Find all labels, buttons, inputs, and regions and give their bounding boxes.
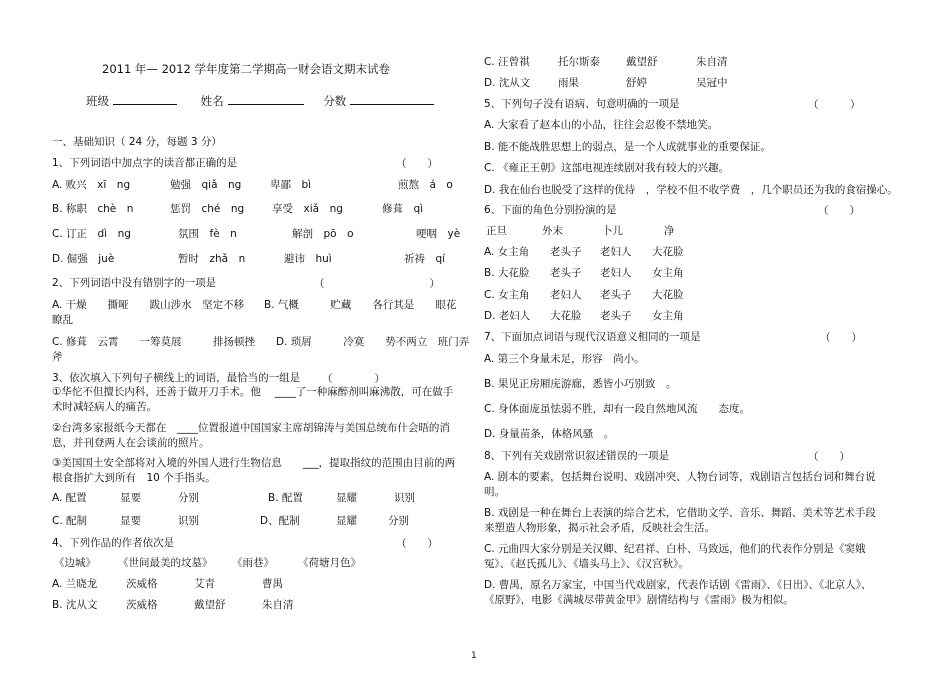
q6-option-d-role2: 大花脸 [550, 310, 582, 322]
q1-answer-paren: （ ） [396, 158, 438, 170]
q5-option-b: B. 能不能战胜思想上的弱点，是一个人成就事业的重要保证。 [484, 141, 771, 153]
student-info-line [86, 92, 434, 108]
q5-stem: 5、下列句子没有语病、句意明确的一项是 [484, 98, 680, 110]
q7-answer-paren: （ ） [820, 332, 862, 344]
page-number: 1 [471, 651, 477, 661]
score-blank [350, 92, 434, 105]
q4-stem: 4、下列作品的作者依次是 [52, 537, 175, 549]
q1-option-c: C. 订正 dì ng [52, 228, 131, 240]
q5-option-c: C. 《雍正王朝》这部电视连续剧对我有较大的兴趣。 [484, 162, 730, 174]
q6-role-1: 正旦 [486, 225, 507, 237]
q6-role-4: 净 [664, 225, 675, 237]
q4-option-c-author3: 戴望舒 [626, 56, 658, 68]
q4-option-d-author4: 吴冠中 [696, 77, 728, 89]
q4-option-c-author2: 托尔斯泰 [558, 56, 600, 68]
q1-stem: 1、下列词语中加点字的读音都正确的是 [52, 157, 238, 169]
q1-option-b-word3: 享受 xiǎ ng [272, 203, 343, 215]
q5-option-d: D. 我在仙台也脱受了这样的优待 ，学校不但不收学费 ，几个职员还为我的食宿操心。 [484, 184, 898, 196]
q3-option-b: B. 配置 [268, 492, 303, 504]
q4-answer-paren: （ ） [396, 538, 438, 550]
q4-option-a-author2: 茨威格 [126, 578, 158, 590]
section-heading: 一、基础知识（ 24 分，每题 3 分） [52, 136, 222, 148]
q3-stem: 3、依次填入下列句子横线上的词语，最恰当的一组是 [52, 372, 301, 384]
q1-option-d-word4: 祈祷 qí [404, 253, 446, 265]
q6-option-d-role3: 老头子 [600, 310, 632, 322]
q2-option-b: B. 气概 贮藏 各行其是 眼花 [264, 299, 457, 311]
q3-option-a-word2: 显要 [120, 492, 141, 504]
q1-option-a-word4: 煎熬 á o [398, 179, 453, 191]
q3-option-d-word2: 显耀 [336, 515, 357, 527]
q6-role-2: 外末 [542, 225, 563, 237]
q6-option-b: B. 大花脸 [484, 267, 530, 279]
q2-option-c-d: C. 修葺 云霄 一筹莫展 排扬顿挫 D. 琐屑 冷寞 势不两立 班门弄 [52, 336, 470, 348]
q5-answer-paren: （ ） [808, 99, 861, 111]
q6-answer-paren: （ ） [818, 205, 860, 217]
q6-option-d: D. 老妇人 [484, 310, 531, 322]
q6-role-3: 卜儿 [602, 225, 623, 237]
q6-option-a-role4: 大花脸 [652, 246, 684, 258]
q4-option-d-author3: 舒婷 [626, 77, 647, 89]
q3-sentence-2: ②台湾多家报纸今天都在 ____位置报道中国国家主席胡锦涛与美国总统布什会晤的消息，并刊登两人在会谈前的照片。 [52, 422, 450, 449]
q3-option-d: D、配制 [260, 515, 300, 527]
class-blank [113, 92, 177, 105]
q3-option-c-word2: 显要 [120, 515, 141, 527]
q1-option-b: B. 称职 chè n [52, 203, 134, 215]
score-label: 分数 [323, 94, 347, 108]
q1-option-a-word2: 勉强 qiǎ ng [170, 179, 242, 191]
q4-option-d: D. 沈从文 [484, 77, 531, 89]
q3-option-b-word3: 识别 [394, 492, 415, 504]
q4-option-b: B. 沈从文 [52, 599, 98, 611]
q3-option-c: C. 配制 [52, 515, 88, 527]
q2-option-a-cont: 瞭乱 [52, 314, 73, 326]
q7-stem: 7、下面加点词语与现代汉语意义相同的一项是 [484, 331, 701, 343]
q3-option-d-word3: 分别 [388, 515, 409, 527]
q2-option-a: A. 干燥 撕哑 跋山涉水 坚定不移 [52, 299, 245, 311]
q1-option-d: D. 倔强 juè [52, 253, 115, 265]
q6-option-c: C. 女主角 [484, 289, 530, 301]
q1-option-a: A. 败兴 xī ng [52, 179, 131, 191]
q7-option-c: C. 身体面庞虽怯弱不胜，却有一段自然地风流 态度。 [484, 403, 751, 415]
q8-option-c: C. 元曲四大家分别是关汉卿、纪君祥、白朴、马致远，他们的代表作分别是《窦娥冤》、《赵氏孤儿》、《墙头马上》、《汉宫秋》。 [484, 543, 866, 570]
q1-option-c-word3: 解剖 pō o [292, 228, 354, 240]
q8-stem: 8、下列有关戏剧常识叙述错误的一项是 [484, 450, 670, 462]
q2-answer-paren: （ ） [314, 278, 440, 290]
name-label: 姓名 [200, 94, 224, 108]
q6-stem: 6、下面的角色分别扮演的是 [484, 204, 617, 216]
q3-option-b-word2: 显耀 [336, 492, 357, 504]
q4-work-4: 《荷塘月色》 [298, 557, 361, 569]
q4-option-a-author3: 艾青 [194, 578, 215, 590]
q4-work-1: 《边城》 [54, 557, 96, 569]
q3-option-c-word3: 识别 [178, 515, 199, 527]
q6-option-a-role2: 老头子 [550, 246, 582, 258]
q1-option-c-word2: 氛围 fè n [178, 228, 237, 240]
q4-work-2: 《世间最美的坟墓》 [118, 557, 213, 569]
q4-option-c: C. 汪曾祺 [484, 56, 530, 68]
q6-option-b-role3: 老妇人 [600, 267, 632, 279]
q6-option-a-role3: 老妇人 [600, 246, 632, 258]
q4-option-c-author4: 朱自清 [696, 56, 728, 68]
q3-sentence-1: ①华佗不但擅长内科，还善于做开刀手术。他 ____了一种麻醉剂叫麻沸散，可在做手术时减轻病人的痛苦。 [52, 386, 454, 413]
q2-option-cont: 斧 [52, 351, 63, 363]
q3-sentence-3: ③美国国土安全部将对入境的外国人进行生物信息 ___，提取指纹的范围由目前的两根食指扩大到所有 10 个手指头。 [52, 457, 456, 484]
q4-option-b-author4: 朱自清 [262, 599, 294, 611]
q6-option-b-role4: 女主角 [652, 267, 684, 279]
q1-option-a-word3: 卑鄙 bì [270, 179, 312, 191]
q8-answer-paren: （ ） [808, 451, 850, 463]
q4-work-3: 《雨巷》 [232, 557, 274, 569]
q4-option-a: A. 兰晓龙 [52, 578, 98, 590]
q5-option-a: A. 大家看了赵本山的小品，往往会忍俊不禁地笑。 [484, 119, 719, 131]
exam-title: 2011 年— 2012 学年度第二学期高一财会语文期末试卷 [102, 62, 390, 76]
q6-option-d-role4: 女主角 [652, 310, 684, 322]
class-label: 班级 [86, 94, 109, 108]
q4-option-b-author3: 戴望舒 [194, 599, 226, 611]
q8-option-a: A. 剧本的要素，包括舞台说明、戏剧冲突、人物台词等，戏剧语言包括台词和舞台说明。 [484, 471, 876, 498]
q2-stem: 2、下列词语中没有错别字的一项是 [52, 277, 217, 289]
q6-option-b-role2: 老头子 [550, 267, 582, 279]
q7-option-b: B. 果见正房厢庑游廊，悉皆小巧别致 。 [484, 378, 677, 390]
q6-option-c-role4: 大花脸 [652, 289, 684, 301]
q8-option-b: B. 戏剧是一种在舞台上表演的综合艺术，它借助文学、音乐、舞蹈、美术等艺术手段来塑造人物形象，揭示社会矛盾，反映社会生活。 [484, 507, 876, 534]
q3-option-a: A. 配置 [52, 492, 87, 504]
q1-option-c-word4: 哽咽 yè [416, 228, 461, 240]
q6-option-c-role2: 老妇人 [550, 289, 582, 301]
q4-option-d-author2: 雨果 [558, 77, 579, 89]
q6-option-c-role3: 老头子 [600, 289, 632, 301]
q8-option-d: D. 曹禺，原名万家宝，中国当代戏剧家，代表作话剧《雷雨》、《日出》、《北京人》、《原野》，电影《满城尽带黄金甲》剧情结构与《雷雨》极为相似。 [484, 579, 872, 606]
q4-option-a-author4: 曹禺 [262, 578, 283, 590]
name-blank [228, 92, 304, 105]
q7-option-d: D. 身量苗条，体格风骚 。 [484, 428, 615, 440]
q1-option-d-word2: 暂时 zhǎ n [178, 253, 246, 265]
q1-option-b-word4: 修葺 qì [382, 203, 424, 215]
q3-answer-paren: （ ） [322, 373, 385, 385]
q4-option-b-author2: 茨威格 [126, 599, 158, 611]
q6-option-a: A. 女主角 [484, 246, 530, 258]
q7-option-a: A. 第三个身量未足，形容 尚小。 [484, 353, 645, 365]
q1-option-d-word3: 避讳 huì [284, 253, 332, 265]
q3-option-a-word3: 分别 [178, 492, 199, 504]
q1-option-b-word2: 惩罚 ché ng [170, 203, 245, 215]
